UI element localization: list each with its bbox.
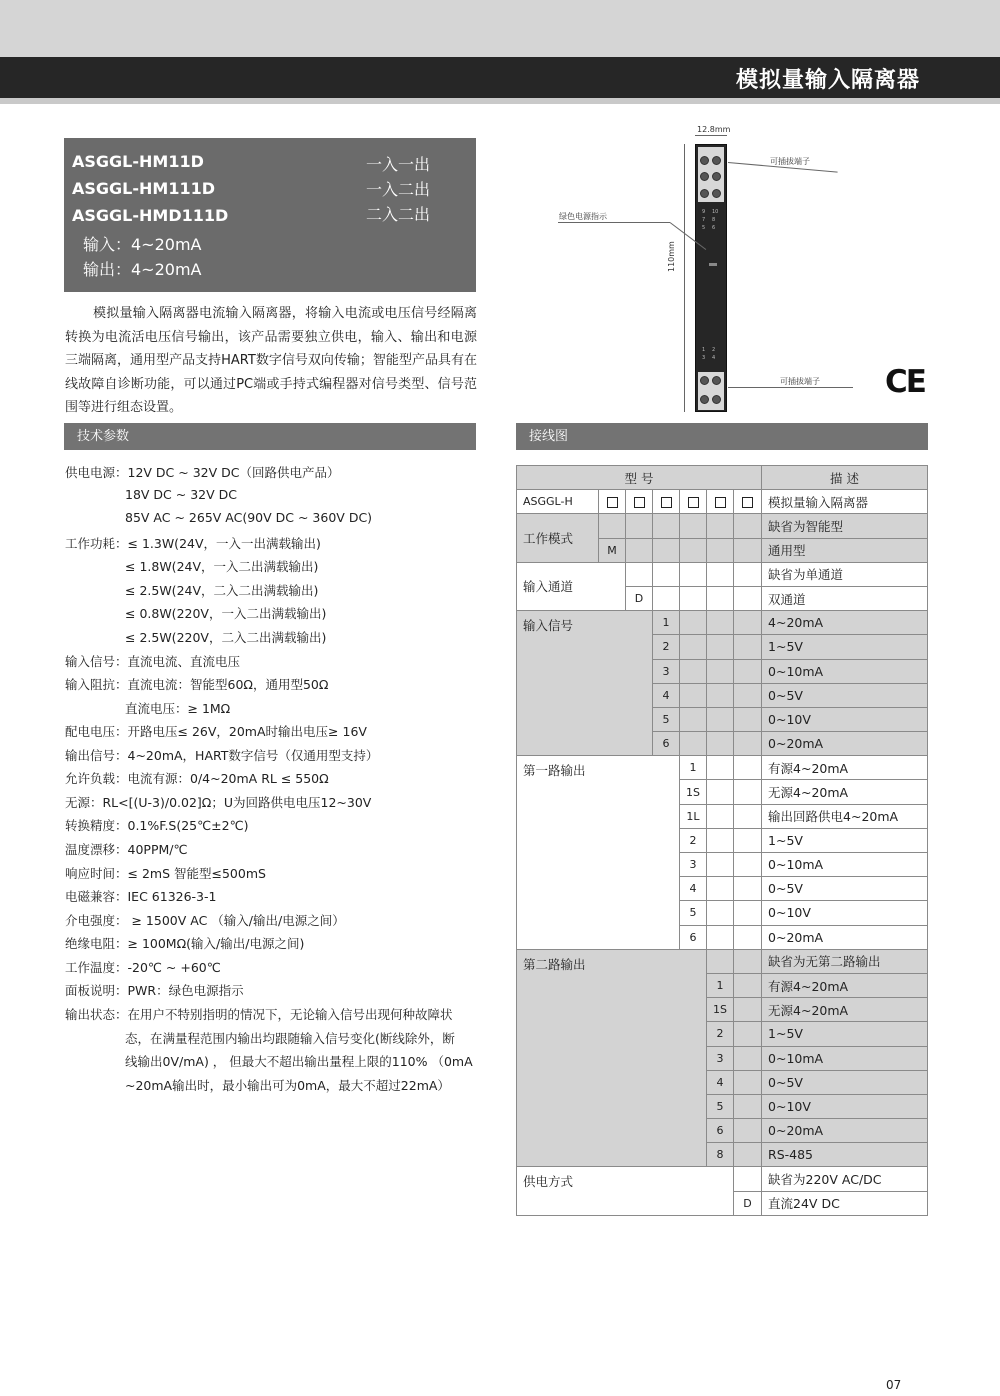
work-mode-desc: 通用型 (762, 538, 928, 562)
input-signal-desc: 4~20mA (762, 611, 928, 635)
pin-label: 4 (712, 355, 716, 361)
spec-line: ≤ 1.8W(24V，一入二出满载输出) (125, 559, 319, 574)
code-box (734, 490, 762, 514)
pin-label: 1 (702, 347, 706, 353)
title-bar (0, 57, 1000, 98)
input-signal-code: 1 (653, 611, 680, 635)
output1-desc: 有源4~20mA (762, 756, 928, 780)
input-signal-desc: 1~5V (762, 635, 928, 659)
top-terminal-label: 可插拔端子 (770, 157, 810, 166)
spec-line: 温度漂移：40PPM/℃ (65, 842, 188, 857)
spec-line: 电磁兼容：IEC 61326-3-1 (65, 889, 217, 904)
spec-line: 面板说明：PWR：绿色电源指示 (65, 983, 244, 998)
model-desc-3: 二入二出 (366, 205, 431, 224)
code-box (707, 490, 734, 514)
base-desc: 模拟量输入隔离器 (762, 490, 928, 514)
placeholder-box-icon (688, 497, 699, 508)
output1-desc: 0~10mA (762, 853, 928, 877)
pin-label: 6 (712, 225, 716, 231)
bottom-terminal-label: 可插拔端子 (780, 377, 820, 386)
output2-desc: RS-485 (762, 1143, 928, 1167)
input-channel-code: D (626, 586, 653, 610)
spec-line: 输入信号：直流电流、直流电压 (65, 654, 241, 669)
output2-code: 5 (707, 1094, 734, 1118)
output1-code: 5 (680, 901, 707, 925)
device-diagram (550, 122, 940, 417)
height-dimension-line (684, 144, 685, 412)
power-desc: 直流24V DC (762, 1191, 928, 1215)
placeholder-box-icon (715, 497, 726, 508)
model-desc-1: 一入一出 (366, 155, 431, 174)
spec-line: 输出状态：在用户不特别指明的情况下，无论输入信号出现何种故障状 (65, 1007, 453, 1022)
input-channel-desc: 缺省为单通道 (762, 562, 928, 586)
output2-code: 8 (707, 1143, 734, 1167)
spec-line: ≤ 2.5W(220V，二入二出满载输出) (125, 630, 327, 645)
pin-label: 2 (712, 347, 716, 353)
pin-label: 8 (712, 217, 716, 223)
screw-icon (712, 172, 721, 181)
height-dimension-label: 110mm (667, 241, 676, 272)
leader-line (558, 222, 670, 223)
pin-label: 7 (702, 217, 706, 223)
model-code-2: ASGGL-HM111D (72, 179, 215, 198)
spec-line: 态，在满量程范围内输出均跟随输入信号变化(断线除外，断 (125, 1031, 455, 1046)
pin-label: 9 (702, 209, 706, 215)
wiring-section-bar (516, 423, 928, 450)
power-label: 供电方式 (517, 1167, 734, 1215)
spec-line: 工作温度：-20℃ ~ +60℃ (65, 960, 221, 975)
output2-code (707, 949, 734, 973)
specs-section-bar (64, 423, 476, 450)
output2-desc: 无源4~20mA (762, 998, 928, 1022)
input-signal-desc: 0~5V (762, 683, 928, 707)
device-body (695, 144, 727, 412)
spec-line: 转换精度：0.1%F.S(25℃±2℃) (65, 818, 249, 833)
spec-line: 无源：RL<[(U-3)/0.02]Ω；U为回路供电电压12~30V (65, 795, 372, 810)
screw-icon (712, 156, 721, 165)
output1-code: 1 (680, 756, 707, 780)
input-signal-code: 2 (653, 635, 680, 659)
input-signal-code: 4 (653, 683, 680, 707)
output2-desc: 1~5V (762, 1022, 928, 1046)
output1-code: 3 (680, 853, 707, 877)
input-channel-desc: 双通道 (762, 586, 928, 610)
code-box (626, 490, 653, 514)
placeholder-box-icon (742, 497, 753, 508)
wiring-table (516, 465, 928, 1216)
page-title: 模拟量输入隔离器 (735, 68, 920, 93)
output2-desc: 有源4~20mA (762, 973, 928, 997)
screw-icon (700, 395, 709, 404)
spec-line: 配电电压：开路电压≤ 26V，20mA时输出电压≥ 16V (65, 724, 367, 739)
model-output: 输出：4~20mA (83, 260, 202, 279)
output1-code: 2 (680, 828, 707, 852)
spec-line: 响应时间：≤ 2mS 智能型≤500mS (65, 866, 266, 881)
input-channel-label: 输入通道 (517, 562, 626, 610)
input-signal-desc: 0~10V (762, 707, 928, 731)
spec-line: ~20mA输出时，最小输出可为0mA，最大不超过22mA） (125, 1078, 450, 1093)
power-code: D (734, 1191, 762, 1215)
screw-icon (712, 189, 721, 198)
model-box (64, 138, 476, 292)
pin-label: 5 (702, 225, 706, 231)
pin-label: 10 (712, 209, 719, 215)
input-signal-desc: 0~20mA (762, 732, 928, 756)
spec-line: 允许负载：电流有源：0/4~20mA RL ≤ 550Ω (65, 771, 329, 786)
header-model: 型 号 (517, 466, 762, 490)
output1-desc: 1~5V (762, 828, 928, 852)
spec-line: 输入阻抗：直流电流：智能型60Ω，通用型50Ω (65, 677, 329, 692)
output1-code: 1S (680, 780, 707, 804)
output1-code: 4 (680, 877, 707, 901)
output2-label: 第二路输出 (517, 949, 707, 1167)
output2-code: 6 (707, 1119, 734, 1143)
placeholder-box-icon (634, 497, 645, 508)
screw-icon (712, 376, 721, 385)
work-mode-label: 工作模式 (517, 514, 599, 562)
header-desc: 描 述 (762, 466, 928, 490)
spec-line: 输出信号：4~20mA，HART数字信号（仅通用型支持） (65, 748, 379, 763)
wiring-section-title: 接线图 (529, 429, 569, 444)
screw-icon (712, 395, 721, 404)
input-signal-label: 输入信号 (517, 611, 653, 756)
model-desc-2: 一入二出 (366, 180, 431, 199)
code-box (599, 490, 626, 514)
output2-desc: 0~20mA (762, 1119, 928, 1143)
screw-icon (700, 189, 709, 198)
model-code-3: ASGGL-HMD111D (72, 206, 229, 225)
model-code-1: ASGGL-HM11D (72, 152, 204, 171)
input-signal-desc: 0~10mA (762, 659, 928, 683)
output2-desc: 0~5V (762, 1070, 928, 1094)
output2-code: 4 (707, 1070, 734, 1094)
output1-label: 第一路输出 (517, 756, 680, 950)
output1-code: 1L (680, 804, 707, 828)
bottom-terminal-block (698, 372, 724, 410)
output2-code: 2 (707, 1022, 734, 1046)
input-signal-code: 6 (653, 732, 680, 756)
input-signal-code: 3 (653, 659, 680, 683)
power-desc: 缺省为220V AC/DC (762, 1167, 928, 1191)
screw-icon (700, 156, 709, 165)
spec-line: 工作功耗：≤ 1.3W(24V，一入一出满载输出) (65, 536, 321, 551)
output2-desc: 缺省为无第二路输出 (762, 949, 928, 973)
pin-label: 3 (702, 355, 706, 361)
screw-icon (700, 376, 709, 385)
top-terminal-block (698, 147, 724, 202)
screw-icon (700, 172, 709, 181)
output1-desc: 0~20mA (762, 925, 928, 949)
placeholder-box-icon (607, 497, 618, 508)
placeholder-box-icon (661, 497, 672, 508)
base-code: ASGGL-H (517, 490, 599, 514)
output2-desc: 0~10V (762, 1094, 928, 1118)
spec-line: 介电强度： ≥ 1500V AC （输入/输出/电源之间） (65, 913, 345, 928)
output1-desc: 0~5V (762, 877, 928, 901)
page-number: 07 (886, 1378, 902, 1392)
code-box (653, 490, 680, 514)
spec-line: 85V AC ~ 265V AC(90V DC ~ 360V DC) (125, 510, 373, 525)
specs-section-title: 技术参数 (77, 429, 130, 444)
ce-mark-icon: CE (885, 364, 925, 400)
width-dimension-line (695, 135, 727, 136)
output1-desc: 输出回路供电4~20mA (762, 804, 928, 828)
output1-code: 6 (680, 925, 707, 949)
output2-desc: 0~10mA (762, 1046, 928, 1070)
output2-code: 1 (707, 973, 734, 997)
input-signal-code: 5 (653, 707, 680, 731)
output2-code: 1S (707, 998, 734, 1022)
spec-line: 线输出0V/mA) ， 但最大不超出输出量程上限的110% （0mA (125, 1054, 473, 1069)
work-mode-desc: 缺省为智能型 (762, 514, 928, 538)
title-underline (0, 98, 1000, 104)
model-input: 输入：4~20mA (83, 235, 202, 254)
leader-line (728, 387, 853, 388)
spec-line: 18V DC ~ 32V DC (125, 487, 237, 502)
width-dimension-label: 12.8mm (697, 125, 731, 134)
spec-line: 直流电压：≥ 1MΩ (125, 701, 231, 716)
top-band (0, 0, 1000, 57)
led-label: 绿色电源指示 (559, 212, 607, 221)
code-box (680, 490, 707, 514)
output2-code: 3 (707, 1046, 734, 1070)
product-description: 模拟量输入隔离器电流输入隔离器，将输入电流或电压信号经隔离转换为电流活电压信号输出，该产品需要独立供电，输入、输出和电源三端隔离，通用型产品支持HART数字信号双向传输；智能型产品具有在线故障自诊断功能，可以通过PC端或手持式编程器对信号类型、信号范围等进行组态设置。 (65, 306, 477, 415)
output1-desc: 无源4~20mA (762, 780, 928, 804)
spec-line: ≤ 0.8W(220V，一入二出满载输出) (125, 606, 327, 621)
power-code (734, 1167, 762, 1191)
spec-line: 绝缘电阻：≥ 100MΩ(输入/输出/电源之间) (65, 936, 305, 951)
spec-line: ≤ 2.5W(24V，二入二出满载输出) (125, 583, 319, 598)
work-mode-code: M (599, 538, 626, 562)
spec-line: 供电电源：12V DC ~ 32V DC（回路供电产品） (65, 465, 340, 480)
output1-desc: 0~10V (762, 901, 928, 925)
power-led-icon (709, 263, 717, 266)
